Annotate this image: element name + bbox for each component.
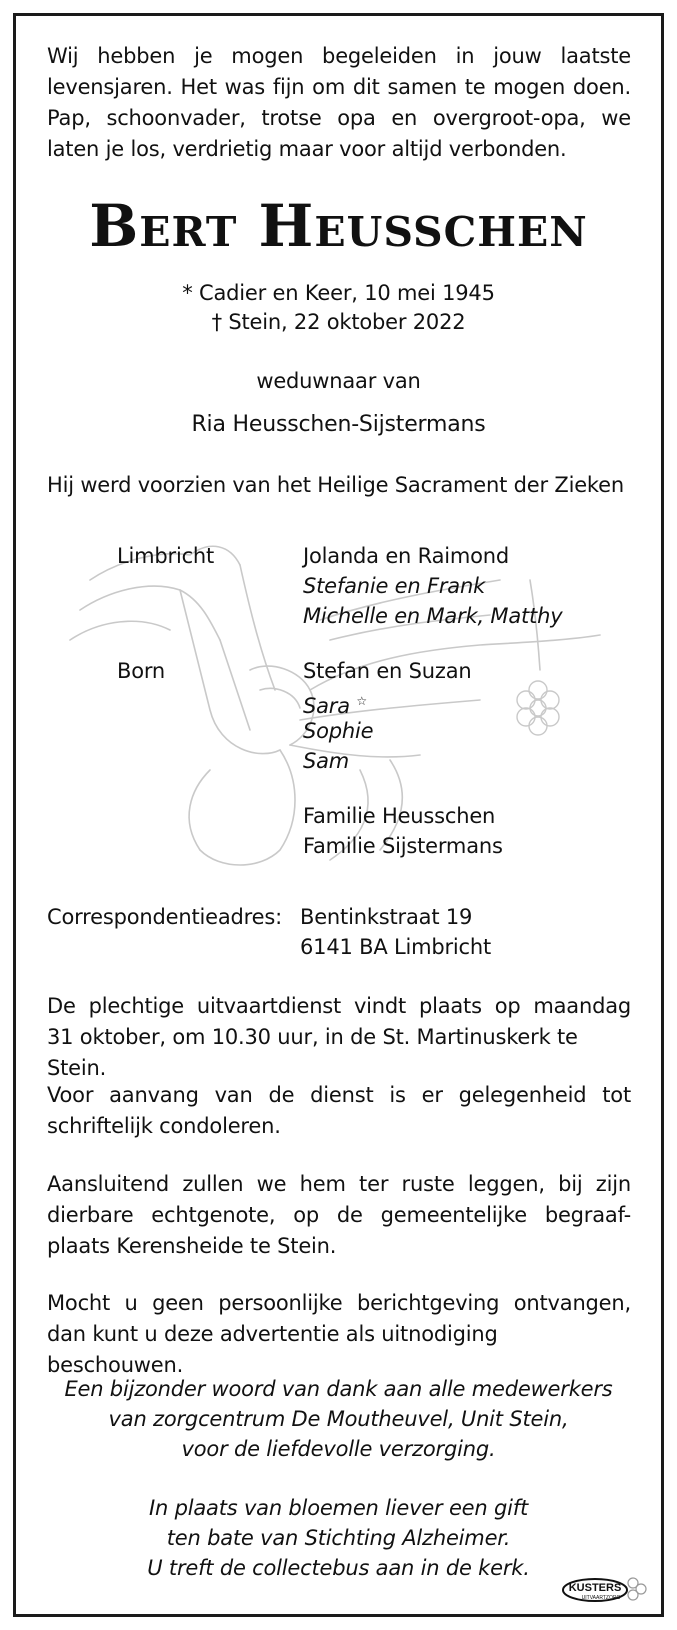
gift-line: ten bate van Stichting Alzheimer.: [166, 1526, 511, 1550]
family-member: Stefan en Suzan: [303, 659, 472, 683]
spouse-name: Ria Heusschen-Sijstermans: [191, 412, 486, 437]
sacrament-line: Hij werd voorzien van het Heilige Sacrament der Zieken: [47, 473, 624, 497]
svg-text:UITVAARTZORG: UITVAARTZORG: [581, 1595, 621, 1601]
gift-line: U treft de collectebus aan in de kerk.: [147, 1556, 530, 1580]
address-street: Bentinkstraat 19: [300, 905, 473, 929]
kusters-logo: [561, 1573, 649, 1607]
star-icon: ☆: [356, 694, 367, 708]
family-member: Michelle en Mark, Matthy: [303, 604, 563, 628]
burial-paragraph: Aansluitend zullen we hem ter ruste leggen, bij zijn dierbare echtgenote, op de gemeentelijke begraaf- plaats Kerensheide te Stein.: [47, 1172, 631, 1258]
address-city: 6141 BA Limbricht: [300, 935, 492, 959]
family-member: Stefanie en Frank: [303, 574, 486, 598]
svg-text:KUSTERS: KUSTERS: [568, 1582, 622, 1594]
deceased-name: Bert Heusschen: [89, 192, 588, 260]
family-line: Familie Sijstermans: [303, 834, 503, 858]
thanks-line: Een bijzonder woord van dank aan alle medewerkers: [64, 1377, 613, 1401]
family-line: Familie Heusschen: [303, 804, 496, 828]
invitation-paragraph: Mocht u geen persoonlijke berichtgeving ontvangen, dan kunt u deze advertentie als uitnodiging beschouwen.: [47, 1291, 631, 1377]
thanks-line: van zorgcentrum De Moutheuvel, Unit Stein,: [108, 1407, 569, 1431]
family-member: Sophie: [303, 719, 374, 743]
address-label: Correspondentieadres:: [47, 905, 282, 929]
thanks-line: voor de liefdevolle verzorging.: [181, 1437, 496, 1461]
family-member: Sara ☆: [303, 694, 367, 718]
intro-paragraph: Wij hebben je mogen begeleiden in jouw laatste levensjaren. Het was fijn om dit samen te mogen doen. Pap, schoonvader, trotse opa en overgroot-opa, we laten je los, verdrietig maar voor altijd verbonden.: [47, 44, 631, 161]
family-place-limbricht: Limbricht: [117, 544, 215, 568]
family-member: Jolanda en Raimond: [303, 544, 510, 568]
birth-line: * Cadier en Keer, 10 mei 1945: [182, 281, 495, 305]
death-line: † Stein, 22 oktober 2022: [211, 310, 466, 334]
widower-label: weduwnaar van: [256, 369, 421, 393]
family-member: Sam: [303, 749, 350, 773]
family-place-born: Born: [117, 659, 166, 683]
gift-line: In plaats van bloemen liever een gift: [149, 1496, 528, 1520]
service-paragraph: De plechtige uitvaartdienst vindt plaats op maandag 31 oktober, om 10.30 uur, in de St. Martinuskerk te Stein.: [47, 994, 631, 1080]
condolence-paragraph: Voor aanvang van de dienst is er gelegenheid tot schriftelijk condoleren.: [47, 1083, 631, 1138]
